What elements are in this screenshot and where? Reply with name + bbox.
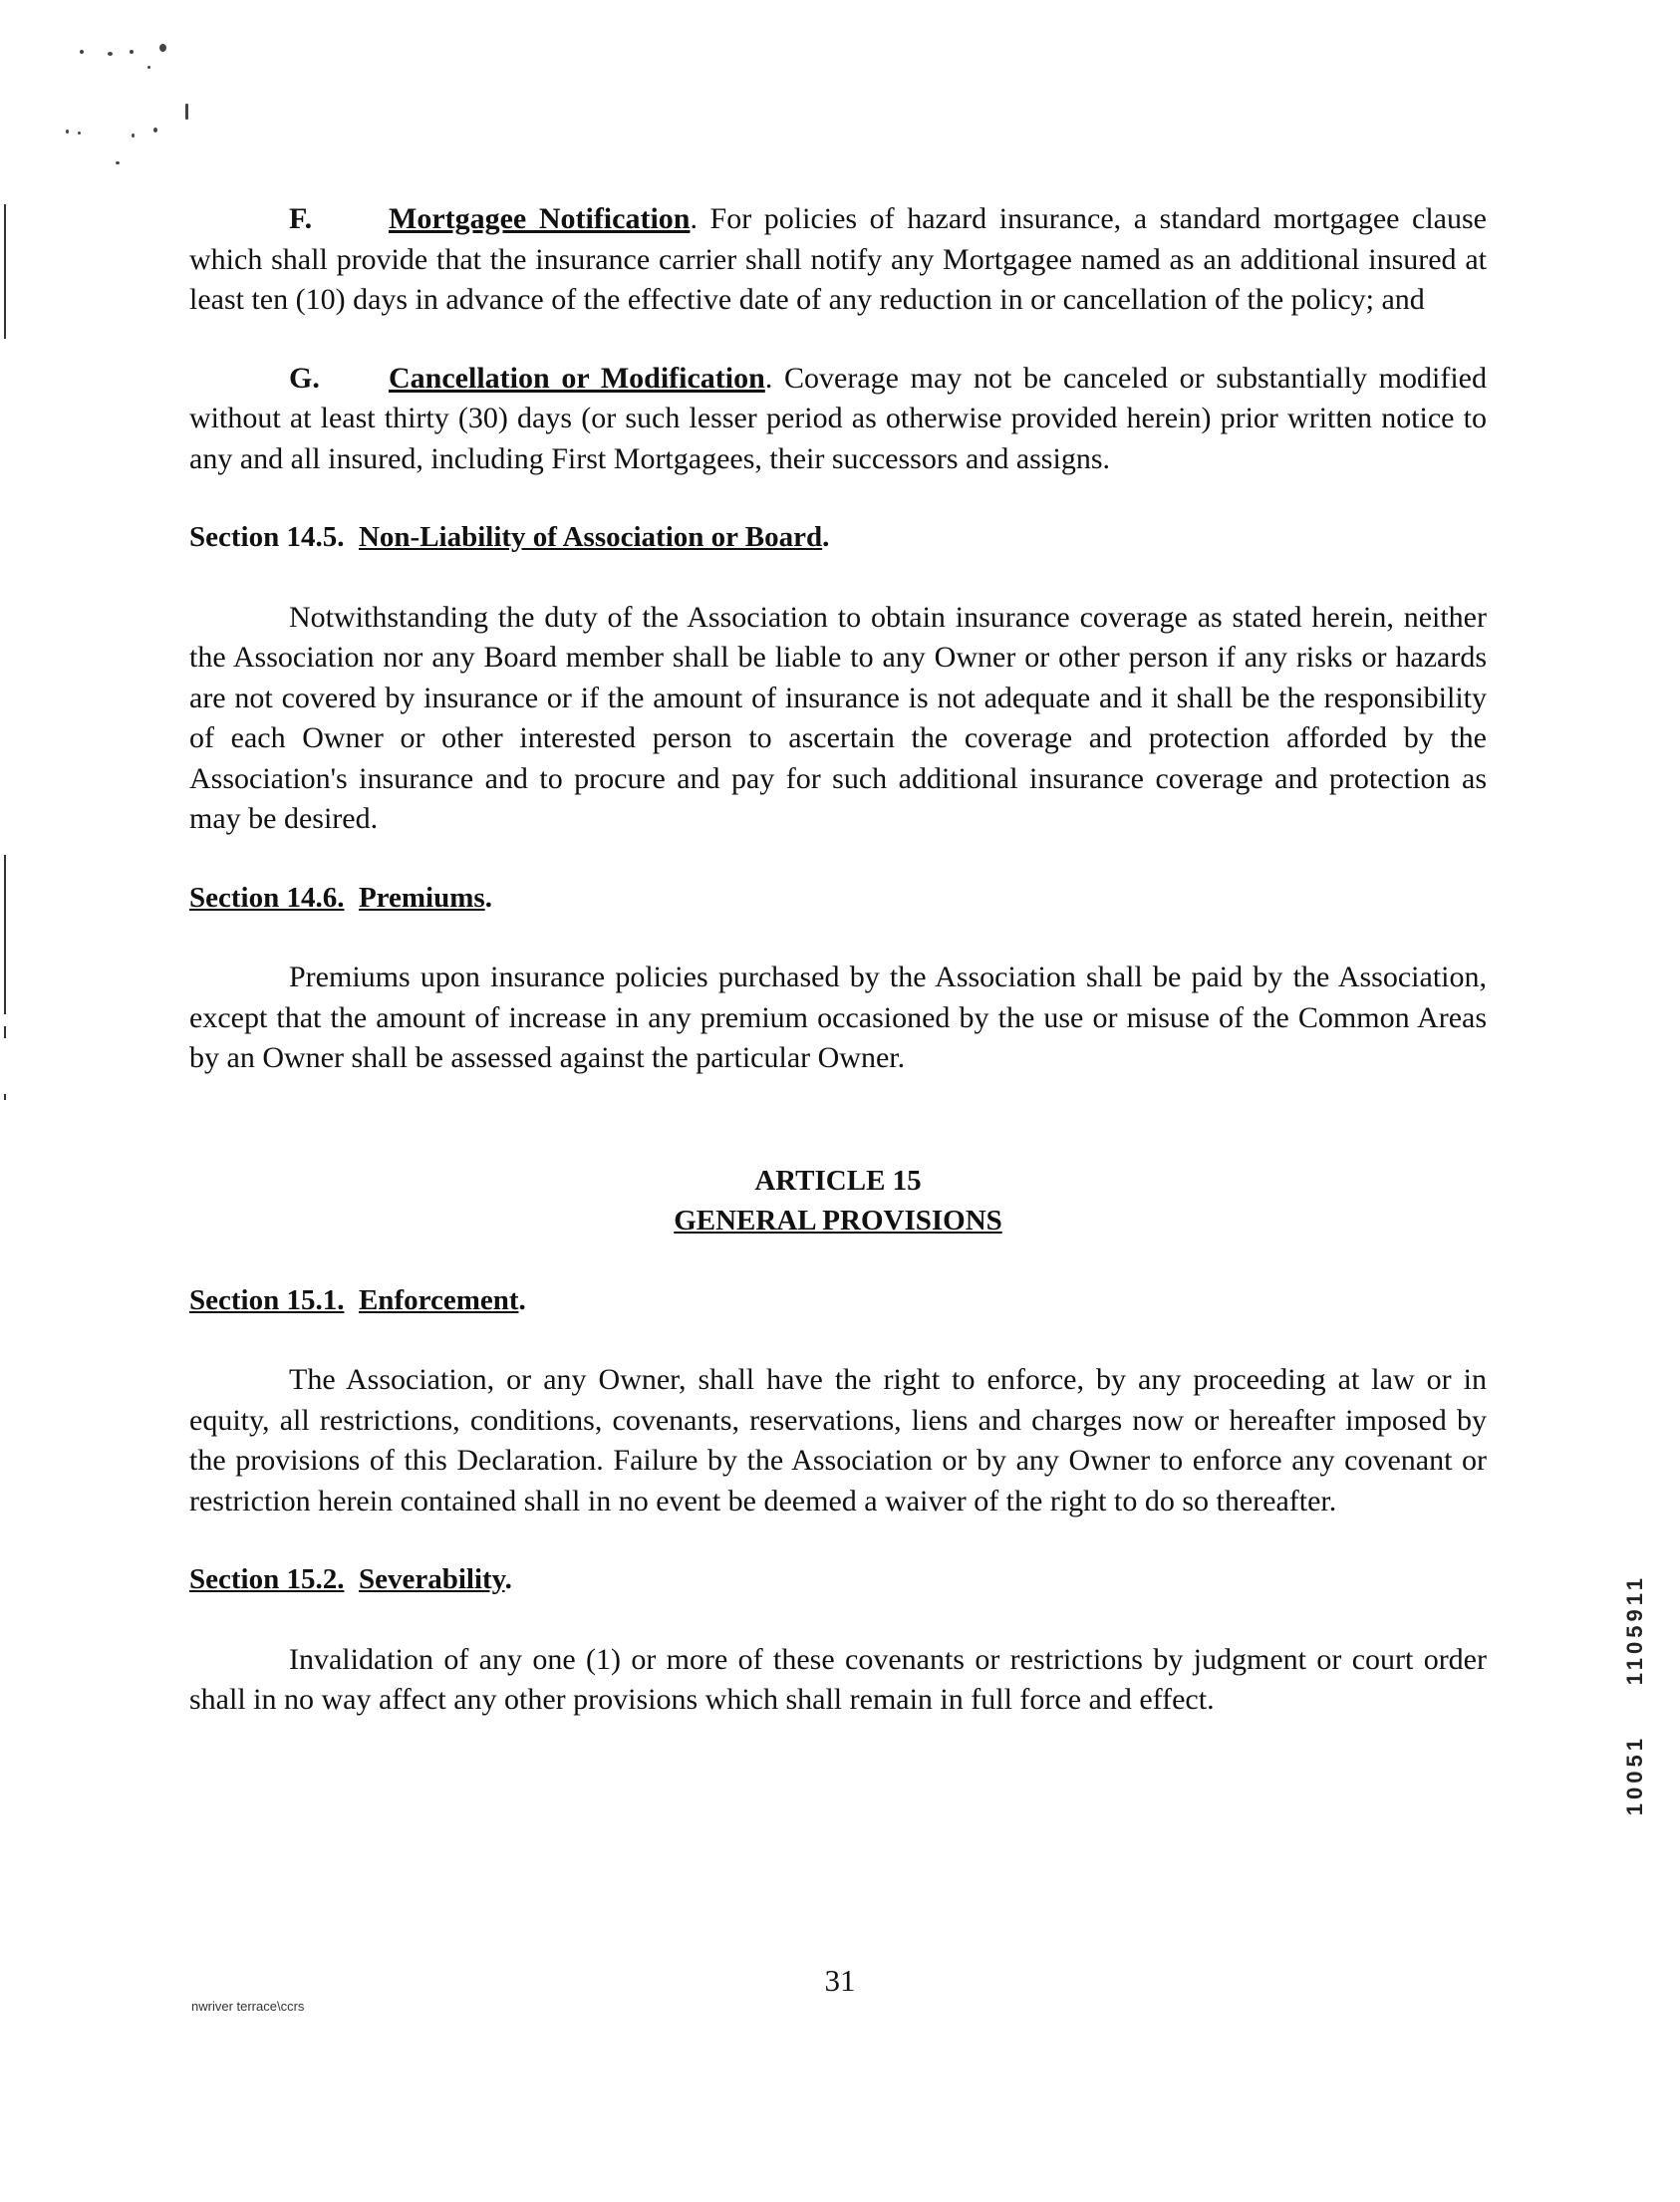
recording-stamp — [1622, 1574, 1650, 1953]
scan-margin-line — [4, 855, 6, 1014]
section-14-5-heading — [189, 517, 1487, 558]
section-15-1-title: Enforcement — [358, 1283, 519, 1316]
clause-f — [189, 199, 1487, 321]
article-title: GENERAL PROVISIONS — [674, 1204, 1002, 1237]
section-14-5-body: Notwithstanding the duty of the Association to obtain insurance coverage as stated herein, neither the Association nor any Board member shall be liable to any Owner or other person if any risks or hazards are not covered by insurance or if the amount of insurance is not adequate and it shall be the responsibility of each Owner or other interested person to ascertain the coverage and protection afforded by the Association's insurance and to procure and pay for such additional insurance coverage and protection as may be desired. — [189, 600, 1487, 835]
page-number: 31 — [824, 1963, 856, 1998]
section-14-5-title: Non-Liability of Association or Board — [358, 521, 823, 553]
recording-stamp-lower: 10051 — [1622, 1735, 1647, 1816]
section-14-5-label: Section 14.5. — [189, 521, 345, 553]
section-15-1-body: The Association, or any Owner, shall have the right to enforce, by any proceeding at law or in equity, all restrictions, conditions, covenants, reservations, liens and charges now or hereafter imposed by the provisions of this Declaration. Failure by the Association or by any Owner to enforce any covenant or restriction herein contained shall in no event be deemed a waiver of the right to do so thereafter. — [189, 1363, 1487, 1517]
section-15-1-heading — [189, 1280, 1487, 1321]
scan-speck — [132, 134, 135, 138]
scan-speck — [130, 50, 134, 54]
section-15-2-punct: . — [504, 1563, 512, 1595]
section-14-6-label: Section 14.6. — [189, 881, 345, 914]
scan-speck — [80, 50, 84, 54]
footer-file-reference: nwriver terrace\ccrs — [191, 1999, 305, 2014]
section-15-2-heading — [189, 1559, 1487, 1600]
section-15-1-punct: . — [518, 1283, 526, 1316]
section-15-2-title: Severability — [358, 1563, 505, 1595]
section-14-6-heading — [189, 878, 1487, 919]
scan-speck — [159, 44, 166, 52]
clause-g-title: Cancellation or Modification — [389, 361, 765, 395]
clause-g-body: . Coverage may not be canceled or substantially modified without at least thirty (30) days (or such lesser period as otherwise provided herein) prior written notice to any and all insured, including First Mortgagees, their successors and assigns. — [189, 361, 1487, 475]
scan-speck — [108, 52, 113, 56]
scan-speck — [147, 66, 150, 69]
clause-f-body: . For policies of hazard insurance, a standard mortgagee clause which shall provide that the insurance carrier shall notify any Mortgagee named as an additional insured at least ten (10) days in advance of the effective date of any reduction in or cancellation of the policy; and — [189, 202, 1487, 316]
scan-margin-line — [4, 204, 6, 339]
article-number: ARTICLE 15 — [754, 1164, 922, 1197]
section-14-5-punct: . — [822, 521, 830, 553]
clause-f-title: Mortgagee Notification — [389, 202, 691, 235]
clause-f-letter: F. — [289, 202, 313, 235]
section-15-2-label: Section 15.2. — [189, 1563, 345, 1595]
scan-speck — [78, 132, 81, 135]
section-14-6-punct: . — [484, 881, 492, 914]
document-page — [189, 199, 1487, 1721]
scan-speck — [116, 161, 120, 164]
scan-margin-line — [4, 1026, 6, 1038]
section-14-6-title: Premiums — [358, 881, 485, 914]
scan-margin-line — [4, 1094, 6, 1100]
clause-g — [189, 359, 1487, 480]
recording-stamp-upper: 1105911 — [1622, 1574, 1647, 1686]
section-14-6-body: Premiums upon insurance policies purchased by the Association shall be paid by the Association, except that the amount of increase in any premium occasioned by the use or misuse of the Common Areas by an Owner shall be assessed against the particular Owner. — [189, 961, 1487, 1074]
scan-speck — [185, 104, 188, 120]
section-15-1-label: Section 15.1. — [189, 1283, 345, 1316]
scan-speck — [153, 128, 157, 133]
section-15-2-body: Invalidation of any one (1) or more of these covenants or restrictions by judgment or court order shall in no way affect any other provisions which shall remain in full force and effect. — [189, 1642, 1487, 1716]
article-heading — [189, 1161, 1487, 1240]
clause-g-letter: G. — [289, 361, 320, 395]
scan-speck — [66, 130, 69, 134]
